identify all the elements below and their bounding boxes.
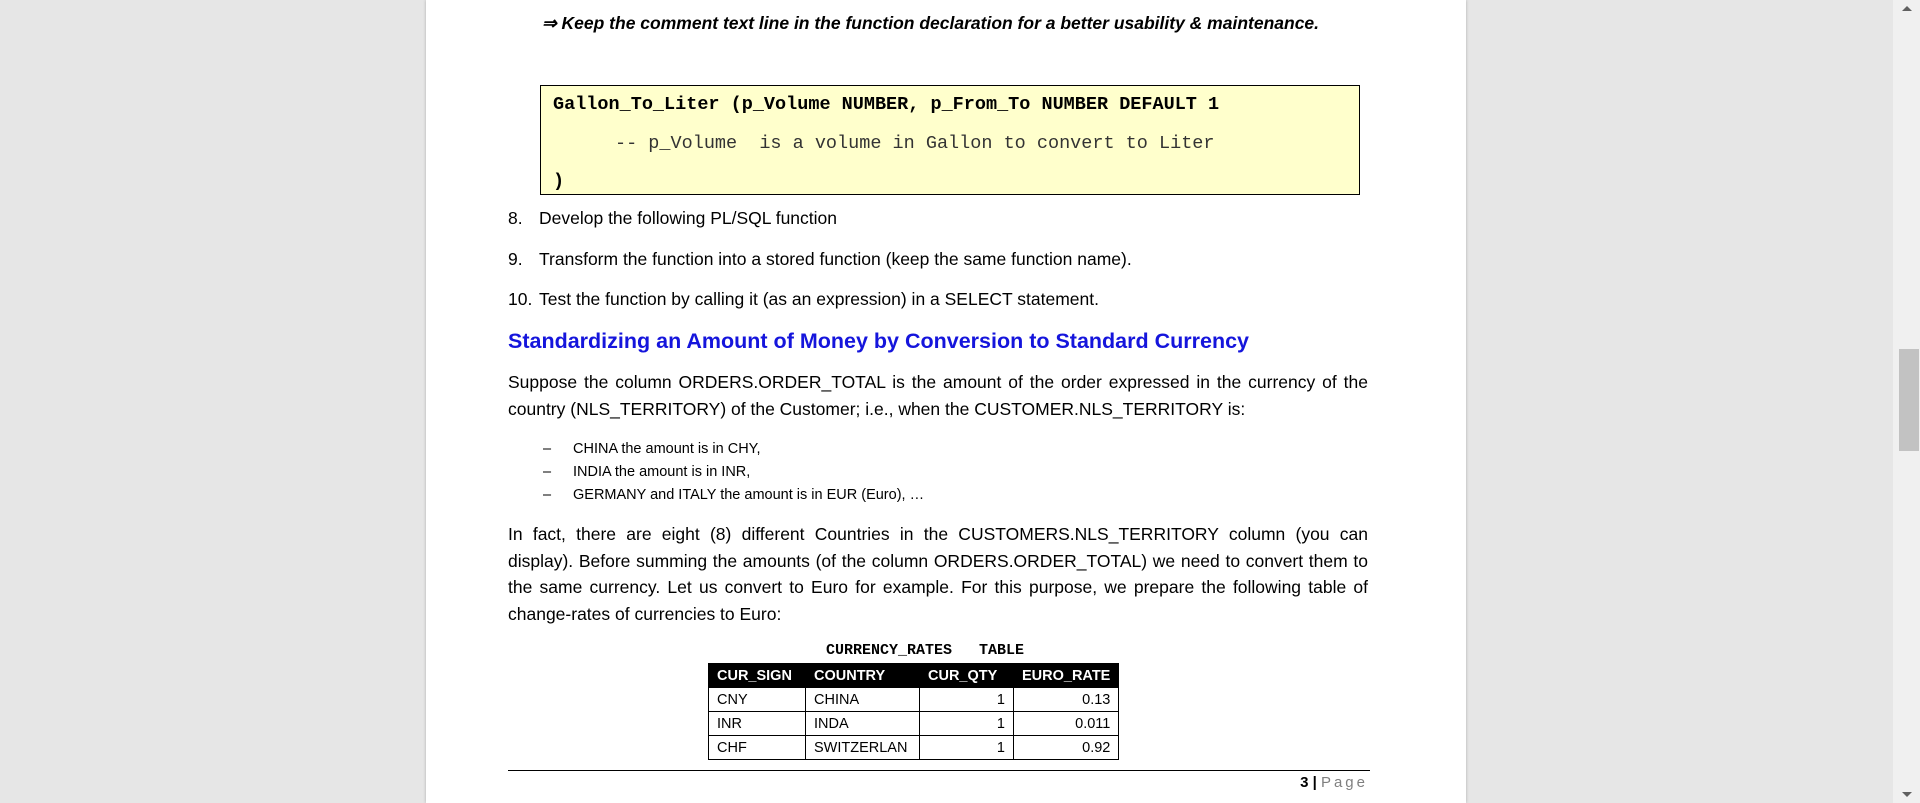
table-cell: INDA (806, 712, 920, 736)
code-signature-line: Gallon_To_Liter (p_Volume NUMBER, p_From_To NUMBER DEFAULT 1 (553, 94, 1220, 115)
page-label: Page (1320, 774, 1368, 791)
code-block (540, 85, 1360, 195)
vertical-scrollbar[interactable] (1893, 0, 1920, 803)
code-closing-paren: ) (553, 171, 565, 192)
currency-rates-table (708, 663, 1119, 760)
table-cell: CHF (709, 736, 806, 760)
item-number: 8. (508, 208, 523, 228)
table-cell: 1 (920, 736, 1014, 760)
dash-marker: – (543, 487, 552, 503)
table-cell: INR (709, 712, 806, 736)
column-header: CUR_SIGN (709, 664, 806, 688)
numbered-item (508, 208, 837, 229)
bullet-item (543, 438, 924, 461)
column-header: EURO_RATE (1014, 664, 1119, 688)
table-cell: 0.92 (1014, 736, 1119, 760)
dash-marker: – (543, 464, 552, 480)
bullet-item (543, 484, 924, 507)
table-cell: 0.011 (1014, 712, 1119, 736)
bullet-text: CHINA the amount is in CHY, (573, 441, 761, 457)
table-cell: 1 (920, 712, 1014, 736)
table-cell: 1 (920, 688, 1014, 712)
table-title: CURRENCY_RATES TABLE (826, 642, 1025, 659)
page-number: 3 (1300, 774, 1309, 791)
scroll-down-arrow-icon[interactable] (1902, 792, 1912, 797)
bullet-text: INDIA the amount is in INR, (573, 464, 751, 480)
page-footer (1068, 774, 1368, 791)
table-cell: SWITZERLAN (806, 736, 920, 760)
footer-separator: | (1308, 774, 1321, 791)
numbered-item (508, 249, 1132, 270)
item-number: 10. (508, 289, 533, 309)
paragraph-intro: Suppose the column ORDERS.ORDER_TOTAL is the amount of the order expressed in the currency of the country (NLS_TERRITORY) of the Customer; i.e., when the CUSTOMER.NLS_TERRITORY is: (508, 372, 1368, 419)
item-number: 9. (508, 249, 523, 269)
paragraph-conversion: In fact, there are eight (8) different Countries in the CUSTOMERS.NLS_TERRITORY column (you can display). Before summing the amounts (of the column ORDERS.ORDER_TOTAL) we need to convert them to the same currency. Let us convert to Euro for example. For this purpose, we prepare the following table of change-rates of currencies to Euro: (508, 524, 1368, 625)
column-header: COUNTRY (806, 664, 920, 688)
usability-note: ⇒ Keep the comment text line in the function declaration for a better usability & maintenance. (542, 13, 1320, 33)
scroll-up-arrow-icon[interactable] (1902, 6, 1912, 11)
item-text: Transform the function into a stored function (keep the same function name). (539, 249, 1132, 269)
table-cell: CNY (709, 688, 806, 712)
bullet-text: GERMANY and ITALY the amount is in EUR (Euro), … (573, 487, 925, 503)
code-comment-line: -- p_Volume is a volume in Gallon to convert to Liter (615, 133, 1215, 154)
scrollbar-thumb[interactable] (1899, 349, 1919, 451)
document-page (426, 0, 1466, 803)
table-row (709, 688, 1119, 712)
dash-marker: – (543, 441, 552, 457)
table-cell: CHINA (806, 688, 920, 712)
table-row (709, 736, 1119, 760)
bullet-item (543, 461, 924, 484)
table-header-row (709, 664, 1119, 688)
section-heading: Standardizing an Amount of Money by Conversion to Standard Currency (508, 329, 1250, 353)
numbered-item (508, 289, 1099, 310)
item-text: Develop the following PL/SQL function (539, 208, 838, 228)
table-cell: 0.13 (1014, 688, 1119, 712)
table-row (709, 712, 1119, 736)
footer-rule (508, 770, 1370, 771)
item-text: Test the function by calling it (as an expression) in a SELECT statement. (539, 289, 1099, 309)
bullet-list (543, 438, 924, 507)
column-header: CUR_QTY (920, 664, 1014, 688)
